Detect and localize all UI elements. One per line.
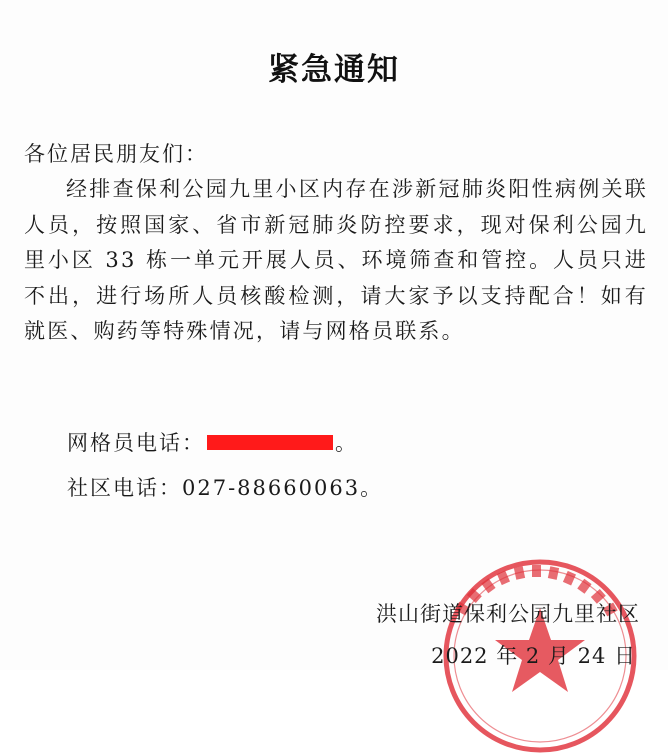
notice-body: 经排查保利公园九里小区内存在涉新冠肺炎阳性病例关联人员，按照国家、省市新冠肺炎防控要求，现对保利公园九里小区 33 栋一单元开展人员、环境筛查和管控。人员只进不出，进行场所人员核酸检测，请大家予以支持配合！如有就医、购药等特殊情况，请与网格员联系。 <box>24 177 648 344</box>
grid-phone-label: 网格员电话： <box>67 431 205 455</box>
community-phone-value: 027-88660063。 <box>182 476 384 500</box>
page-title: 紧急通知 <box>268 52 400 88</box>
signature: 洪山街道保利公园九里社区 <box>376 602 640 626</box>
grid-phone-end: 。 <box>335 431 358 455</box>
salutation: 各位居民朋友们： <box>24 142 208 166</box>
date: 2022 年 2 月 24 日 <box>431 644 636 668</box>
redacted-phone-number <box>207 435 333 450</box>
community-phone-line <box>67 472 383 502</box>
community-phone-label: 社区电话： <box>67 476 182 500</box>
grid-phone-line <box>67 427 358 457</box>
